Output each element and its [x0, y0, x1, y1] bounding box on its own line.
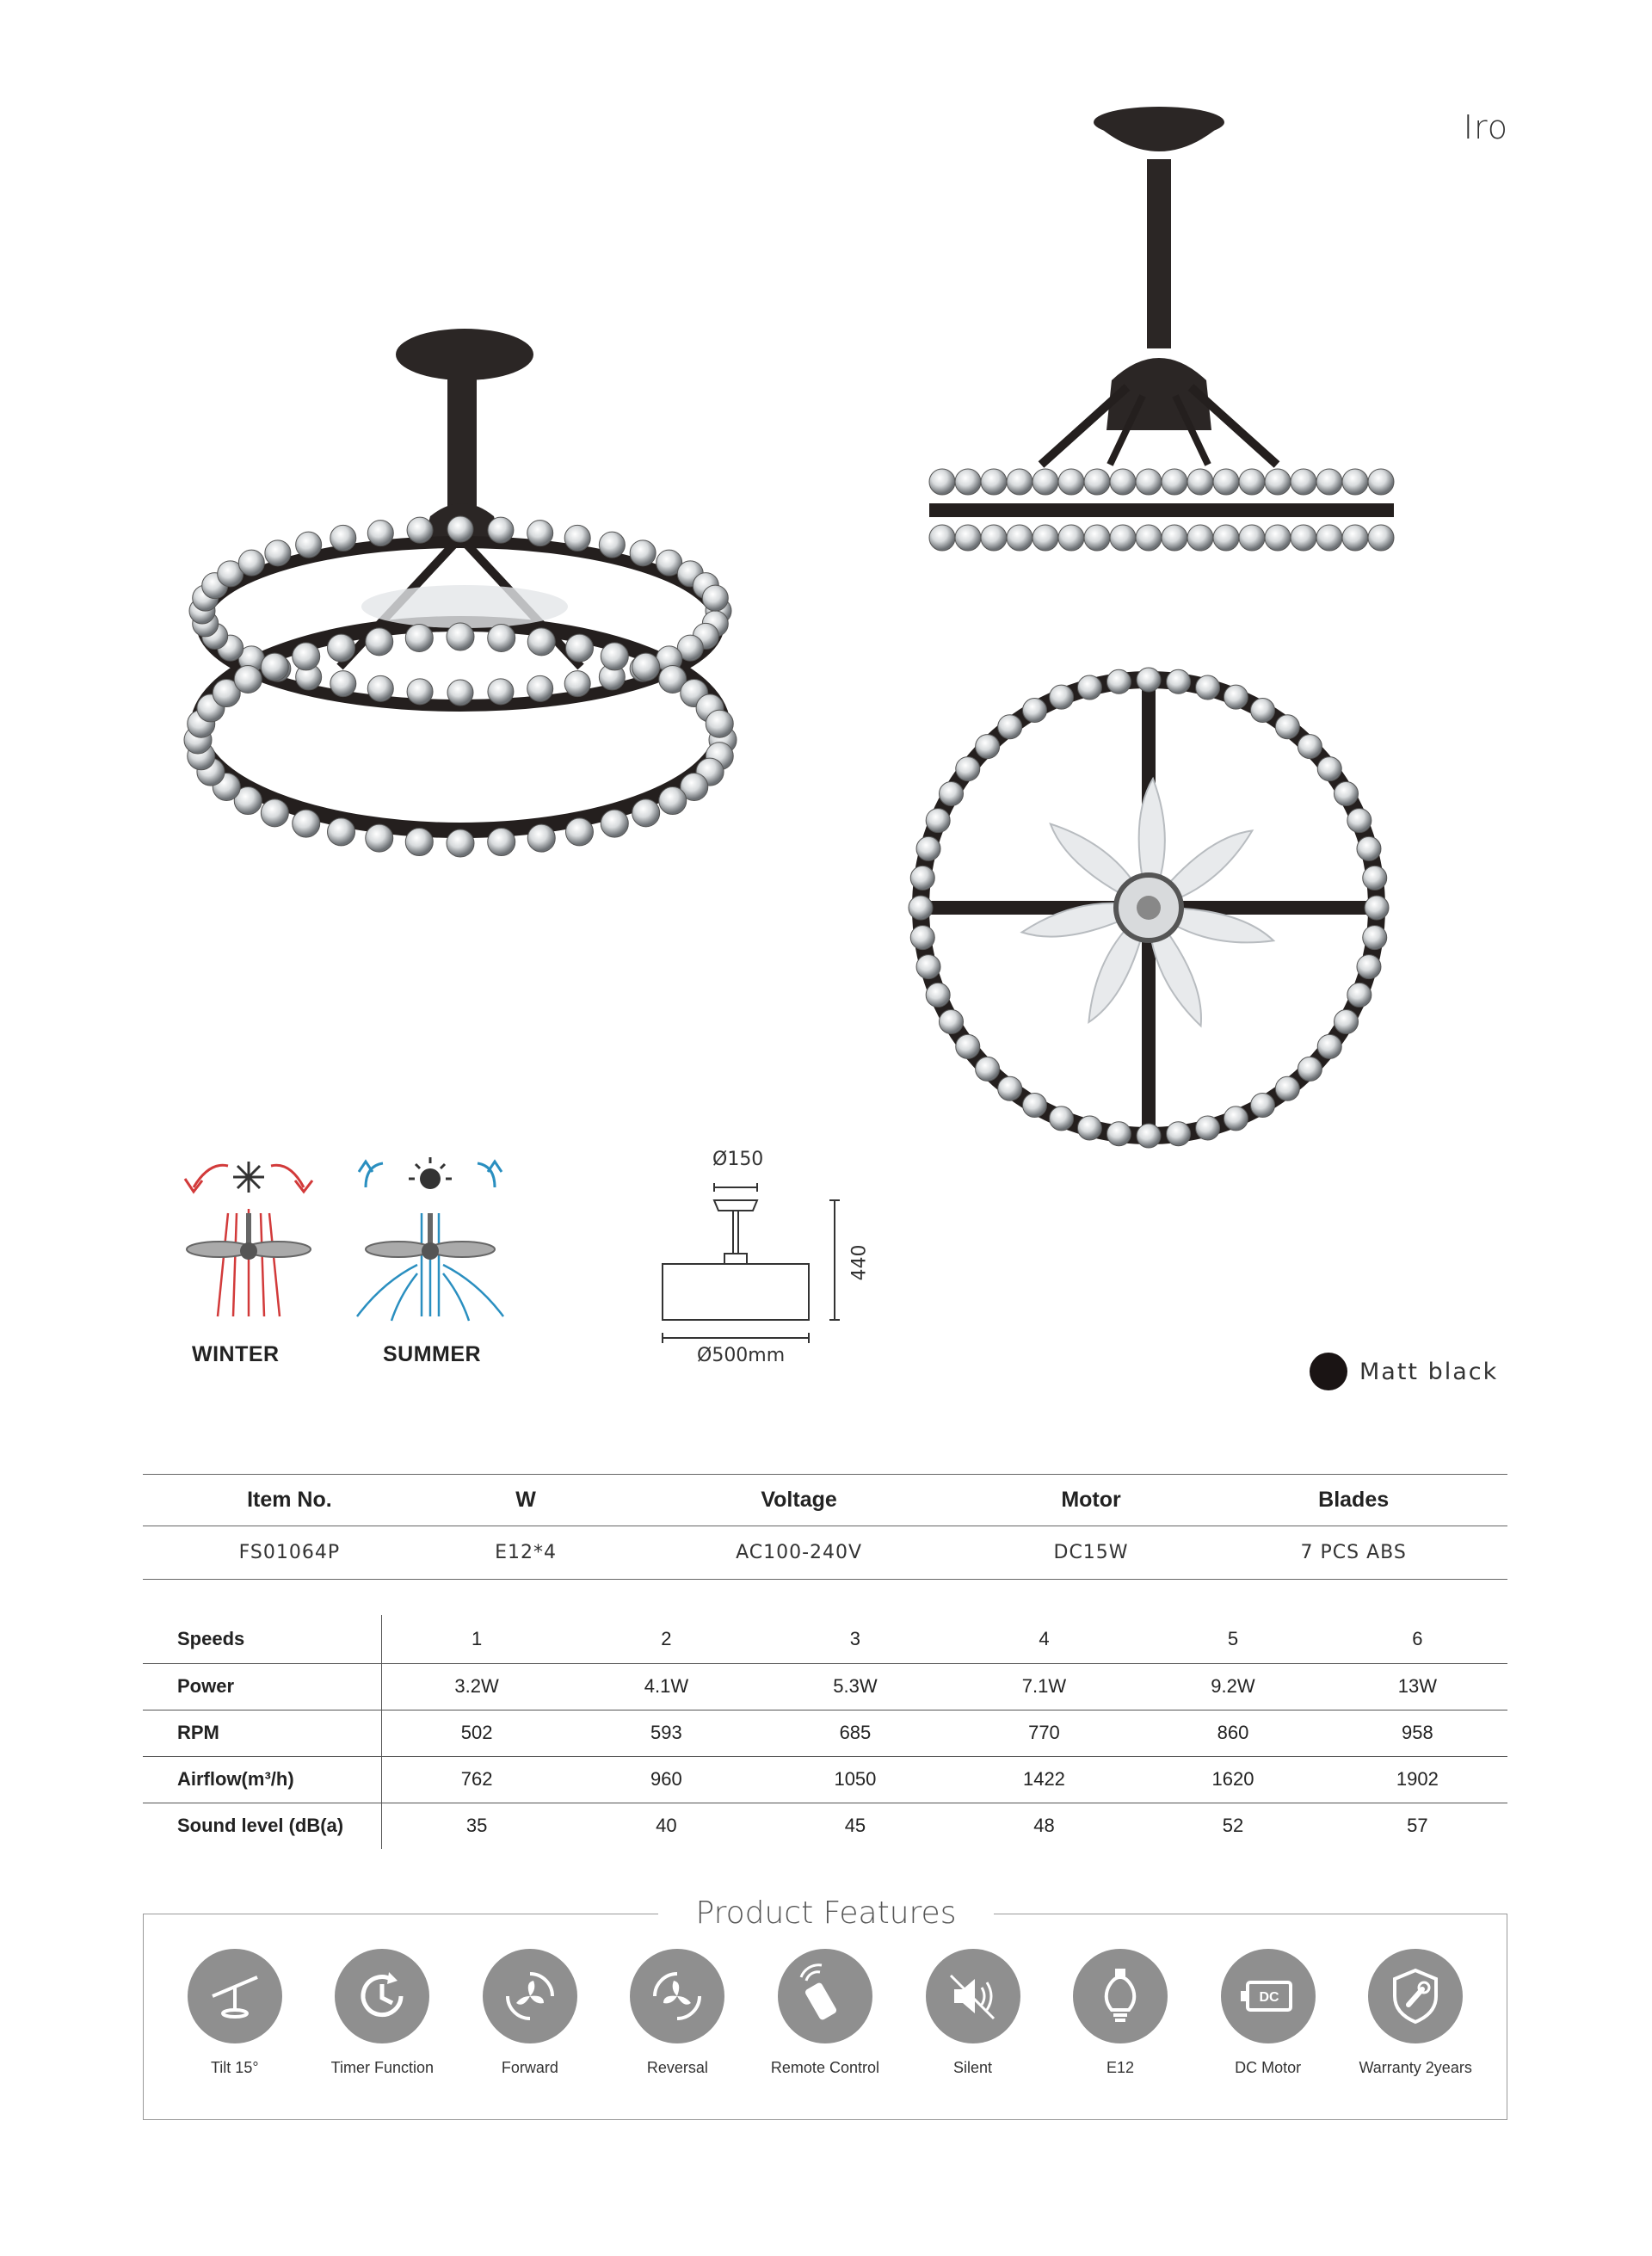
airflow-mode-diagrams	[159, 1144, 521, 1385]
power-label: Power	[143, 1663, 381, 1710]
feature-label: Remote Control	[770, 2059, 879, 2076]
power-row	[143, 1663, 1507, 1710]
product-photo-side	[912, 103, 1411, 585]
table-cell: 40	[572, 1803, 761, 1849]
tilt-icon	[188, 1949, 282, 2043]
table-cell: 770	[950, 1710, 1139, 1756]
table-cell: 762	[381, 1756, 572, 1803]
product-photo-angled	[181, 318, 740, 921]
table-cell: 57	[1328, 1803, 1507, 1849]
table-cell: 1902	[1328, 1756, 1507, 1803]
remote-control-icon	[778, 1949, 872, 2043]
feature-label: Timer Function	[330, 2059, 434, 2076]
winter-summer-icons	[159, 1144, 521, 1342]
summer-mode-icon	[357, 1157, 503, 1321]
header-blades: Blades	[1199, 1475, 1507, 1526]
features-title: Product Features	[658, 1895, 995, 1931]
table-cell: 3.2W	[381, 1663, 572, 1710]
header-motor: Motor	[983, 1475, 1200, 1526]
speeds-row	[143, 1615, 1507, 1663]
feature-label: Reversal	[646, 2059, 708, 2076]
table-cell: 593	[572, 1710, 761, 1756]
spec-table	[143, 1474, 1507, 1580]
table-cell: 685	[761, 1710, 950, 1756]
table-cell: 4	[1039, 1627, 1050, 1649]
finish-swatch	[1310, 1353, 1347, 1390]
feature-label: Warranty 2years	[1359, 2059, 1472, 2076]
spec-value-row	[143, 1526, 1507, 1580]
feature-list	[144, 1949, 1507, 2077]
speed-table	[143, 1615, 1507, 1849]
feature-item	[310, 1949, 455, 2077]
value-blades: 7 PCS ABS	[1199, 1526, 1507, 1580]
value-voltage: AC100-240V	[615, 1526, 982, 1580]
feature-item	[1195, 1949, 1341, 2077]
table-cell: 13W	[1328, 1663, 1507, 1710]
table-cell: 1422	[950, 1756, 1139, 1803]
feature-item	[1048, 1949, 1193, 2077]
header-watt: W	[436, 1475, 616, 1526]
feature-item	[605, 1949, 750, 2077]
airflow-row	[143, 1756, 1507, 1803]
value-motor: DC15W	[983, 1526, 1200, 1580]
dc-motor-icon	[1221, 1949, 1316, 2043]
features-heading	[0, 1895, 1652, 1931]
spec-header-row	[143, 1475, 1507, 1526]
header-item-no: Item No.	[143, 1475, 436, 1526]
product-features-box	[143, 1914, 1507, 2120]
table-cell: 1050	[761, 1756, 950, 1803]
finish-option	[1310, 1353, 1498, 1390]
table-cell: 9.2W	[1138, 1663, 1328, 1710]
rpm-row	[143, 1710, 1507, 1756]
feature-label: Tilt 15°	[210, 2059, 259, 2076]
feature-item	[752, 1949, 897, 2077]
table-cell: 45	[761, 1803, 950, 1849]
table-cell: 502	[381, 1710, 572, 1756]
airflow-label: Airflow(m³/h)	[143, 1756, 381, 1803]
sound-row	[143, 1803, 1507, 1849]
timer-icon	[335, 1949, 429, 2043]
table-cell: 860	[1138, 1710, 1328, 1756]
winter-label: WINTER	[192, 1342, 280, 1366]
finish-label: Matt black	[1359, 1358, 1499, 1385]
value-item-no: FS01064P	[143, 1526, 436, 1580]
table-cell: 1	[471, 1627, 483, 1649]
table-cell: 5	[1227, 1627, 1239, 1649]
speeds-label: Speeds	[143, 1615, 381, 1663]
warranty-icon	[1368, 1949, 1463, 2043]
table-cell: 35	[381, 1803, 572, 1849]
table-cell: 958	[1328, 1710, 1507, 1756]
table-cell: 960	[572, 1756, 761, 1803]
dimension-drawing	[645, 1149, 869, 1381]
sound-label: Sound level (dB(a)	[143, 1803, 381, 1849]
feature-item	[457, 1949, 602, 2077]
table-cell: 3	[849, 1627, 861, 1649]
product-photo-bottom	[895, 650, 1402, 1166]
table-cell: 4.1W	[572, 1663, 761, 1710]
table-cell: 5.3W	[761, 1663, 950, 1710]
product-title: Iro	[1463, 108, 1508, 146]
canopy-diameter: Ø150	[712, 1149, 764, 1170]
feature-item	[900, 1949, 1045, 2077]
table-cell: 1620	[1138, 1756, 1328, 1803]
value-watt: E12*4	[436, 1526, 616, 1580]
silent-icon	[926, 1949, 1020, 2043]
table-cell: 48	[950, 1803, 1139, 1849]
total-height: 440	[848, 1244, 871, 1281]
feature-label: Forward	[501, 2059, 558, 2076]
header-voltage: Voltage	[615, 1475, 982, 1526]
summer-label: SUMMER	[383, 1342, 482, 1366]
feature-item	[162, 1949, 307, 2077]
table-cell: 7.1W	[950, 1663, 1139, 1710]
reversal-fan-icon	[630, 1949, 724, 2043]
fan-diameter: Ø500mm	[697, 1345, 786, 1366]
bulb-icon	[1073, 1949, 1168, 2043]
table-cell: 52	[1138, 1803, 1328, 1849]
feature-label: DC Motor	[1235, 2059, 1302, 2076]
svg-text:DC: DC	[1259, 1990, 1279, 2005]
forward-fan-icon	[483, 1949, 577, 2043]
rpm-label: RPM	[143, 1710, 381, 1756]
feature-item	[1343, 1949, 1489, 2077]
feature-label: E12	[1106, 2059, 1135, 2076]
feature-label: Silent	[952, 2059, 993, 2076]
table-cell: 2	[661, 1627, 672, 1649]
winter-mode-icon	[185, 1162, 312, 1316]
table-cell: 6	[1412, 1627, 1423, 1649]
